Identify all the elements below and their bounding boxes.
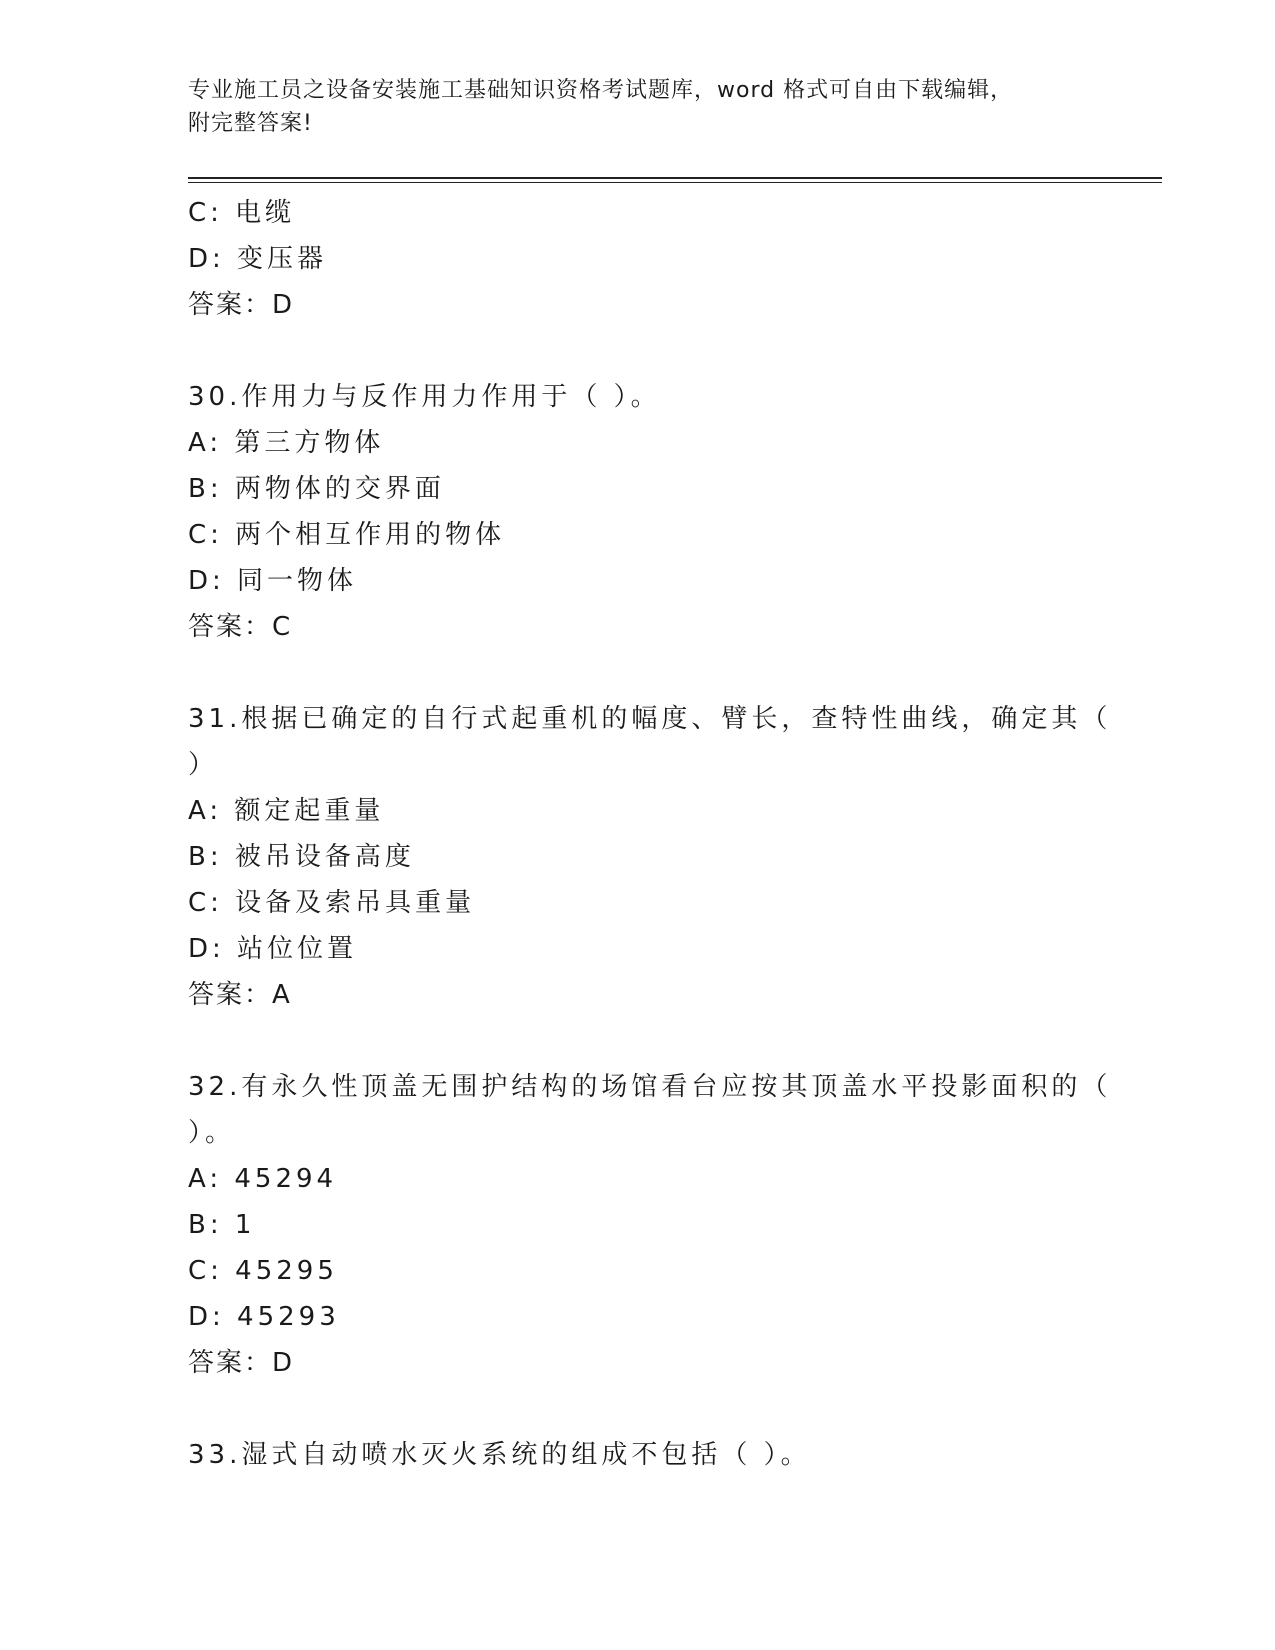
question-list <box>188 190 1112 1478</box>
document-header <box>188 74 1088 140</box>
option-d: D: 变压器 <box>188 244 328 274</box>
question-text: 30.作用力与反作用力作用于（ ）。 <box>188 382 661 412</box>
question-block-32 <box>188 1064 1112 1386</box>
question-block-30 <box>188 374 1088 650</box>
question-block-33 <box>188 1432 1088 1478</box>
option-b: B: 被吊设备高度 <box>188 842 415 872</box>
question-text: 33.湿式自动喷水灭火系统的组成不包括（ ）。 <box>188 1440 811 1470</box>
answer: 答案：A <box>188 980 292 1010</box>
option-c: C: 两个相互作用的物体 <box>188 520 506 550</box>
option-b: B: 1 <box>188 1210 256 1240</box>
question-text-line-1: 32.有永久性顶盖无围护结构的场馆看台应按其顶盖水平投影面积的（ <box>188 1072 1112 1102</box>
question-text-line-2: ） <box>188 750 219 780</box>
option-a: A: 额定起重量 <box>188 796 385 826</box>
header-divider-thick <box>188 177 1162 179</box>
question-text-line-2: ）。 <box>188 1118 236 1148</box>
option-c: C: 电缆 <box>188 198 296 228</box>
header-line-2: 附完整答案! <box>188 111 313 136</box>
header-line-1: 专业施工员之设备安装施工基础知识资格考试题库，word 格式可自由下载编辑， <box>188 78 1014 103</box>
answer: 答案：D <box>188 290 295 320</box>
answer: 答案：C <box>188 612 293 642</box>
option-b: B: 两物体的交界面 <box>188 474 445 504</box>
answer: 答案：D <box>188 1348 295 1378</box>
option-a: A: 第三方物体 <box>188 428 385 458</box>
header-divider-thin <box>188 182 1162 183</box>
option-d: D: 站位位置 <box>188 934 358 964</box>
question-block-29 <box>188 190 1088 328</box>
option-d: D: 45293 <box>188 1302 340 1332</box>
option-c: C: 45295 <box>188 1256 338 1286</box>
question-text-line-1: 31.根据已确定的自行式起重机的幅度、臂长，查特性曲线，确定其（ <box>188 704 1112 734</box>
question-block-31 <box>188 696 1112 1018</box>
option-a: A: 45294 <box>188 1164 338 1194</box>
option-c: C: 设备及索吊具重量 <box>188 888 476 918</box>
option-d: D: 同一物体 <box>188 566 358 596</box>
